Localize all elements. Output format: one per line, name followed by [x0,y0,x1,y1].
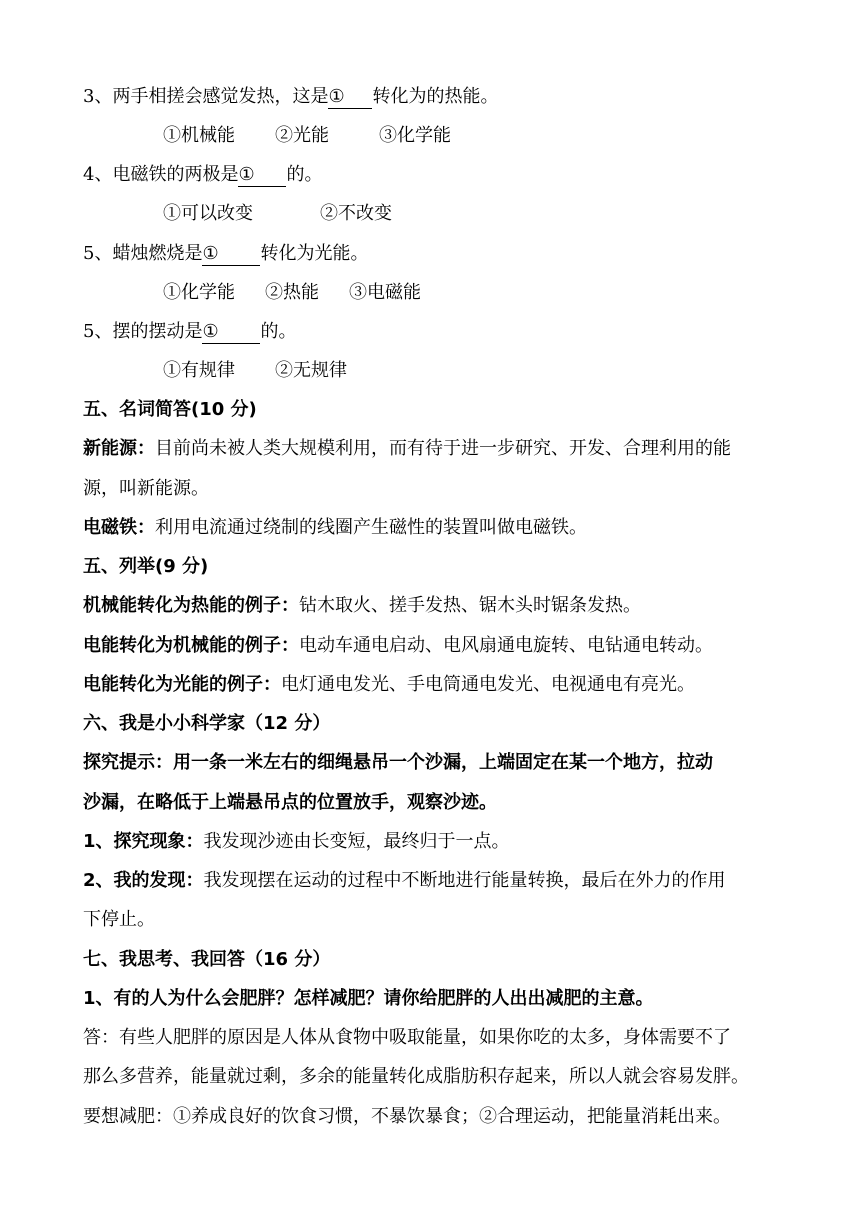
example-label: 电能转化为光能的例子： [83,674,281,695]
term-text: 目前尚未被人类大规模利用，而有待于进一步研究、开发、合理利用的能 [155,438,731,459]
option: ③化学能 [379,125,451,146]
observation-text: 我发现沙迹由长变短，最终归于一点。 [203,831,510,852]
observation-2-cont: 下停止。 [83,909,155,930]
example-text: 电灯通电发光、手电筒通电发光、电视通电有亮光。 [281,674,695,695]
question-4-answer: ① [238,164,286,187]
example-2 [83,633,713,659]
answer-line-3: 要想减肥：①养成良好的饮食习惯，不暴饮暴食；②合理运动，把能量消耗出来。 [83,1106,731,1127]
hint-line-1: 探究提示：用一条一米左右的细绳悬吊一个沙漏，上端固定在某一个地方，拉动 [83,752,713,773]
observation-label: 1、探究现象： [83,831,204,852]
question-5a-prefix: 5、蜡烛燃烧是 [83,243,203,264]
term-label: 电磁铁： [83,517,155,538]
option: ③电磁能 [349,282,421,303]
example-label: 电能转化为机械能的例子： [83,635,299,656]
option: ②热能 [265,282,319,303]
example-label: 机械能转化为热能的例子： [83,595,299,616]
example-text: 电动车通电启动、电风扇通电旋转、电钻通电转动。 [299,635,713,656]
question-4-prefix: 4、电磁铁的两极是 [83,164,239,185]
term-text: 利用电流通过绕制的线圈产生磁性的装置叫做电磁铁。 [155,517,587,538]
question-4-options [163,201,392,227]
question-4-suffix: 的。 [286,164,323,185]
option: ①化学能 [163,282,235,303]
term-label: 新能源： [83,438,155,459]
question-5b-options [163,358,347,384]
option: ①机械能 [163,125,235,146]
option: ②光能 [275,125,329,146]
question-3-answer: ① [328,86,372,109]
question-5b [83,319,296,345]
question-3-options [163,123,451,149]
example-3 [83,672,695,698]
hint-line-2: 沙漏，在略低于上端悬吊点的位置放手，观察沙迹。 [83,792,497,813]
question-3-suffix: 转化为的热能。 [372,86,499,107]
observation-2 [83,868,726,894]
term-electromagnet [83,515,587,541]
term-new-energy-cont: 源，叫新能源。 [83,478,209,499]
question-3 [83,84,498,110]
example-text: 钻木取火、搓手发热、锯木头时锯条发热。 [299,595,641,616]
question-5b-prefix: 5、摆的摆动是 [83,321,203,342]
question-5a [83,241,368,267]
section-5b-title: 五、列举(9 分) [83,556,209,577]
question-5a-suffix: 转化为光能。 [260,243,369,264]
question-4 [83,162,322,188]
section-5-title: 五、名词简答(10 分) [83,399,257,420]
question-7-1: 1、有的人为什么会肥胖？怎样减肥？请你给肥胖的人出出减肥的主意。 [83,988,654,1009]
question-5a-options [163,280,421,306]
section-6-title: 六、我是小小科学家（12 分） [83,713,331,734]
observation-1 [83,829,510,855]
observation-label: 2、我的发现： [83,870,204,891]
option: ②不改变 [320,203,392,224]
answer-line-1: 答：有些人肥胖的原因是人体从食物中吸取能量，如果你吃的太多，身体需要不了 [83,1027,731,1048]
observation-text: 我发现摆在运动的过程中不断地进行能量转换，最后在外力的作用 [203,870,726,891]
question-5a-answer: ① [202,243,260,266]
option: ①可以改变 [163,203,253,224]
term-new-energy [83,436,731,462]
example-1 [83,593,641,619]
section-7-title: 七、我思考、我回答（16 分） [83,949,331,970]
option: ①有规律 [163,360,235,381]
question-5b-suffix: 的。 [260,321,297,342]
option: ②无规律 [275,360,347,381]
question-5b-answer: ① [202,321,260,344]
answer-line-2: 那么多营养，能量就过剩，多余的能量转化成脂肪积存起来，所以人就会容易发胖。 [83,1066,749,1087]
question-3-prefix: 3、两手相搓会感觉发热，这是 [83,86,329,107]
